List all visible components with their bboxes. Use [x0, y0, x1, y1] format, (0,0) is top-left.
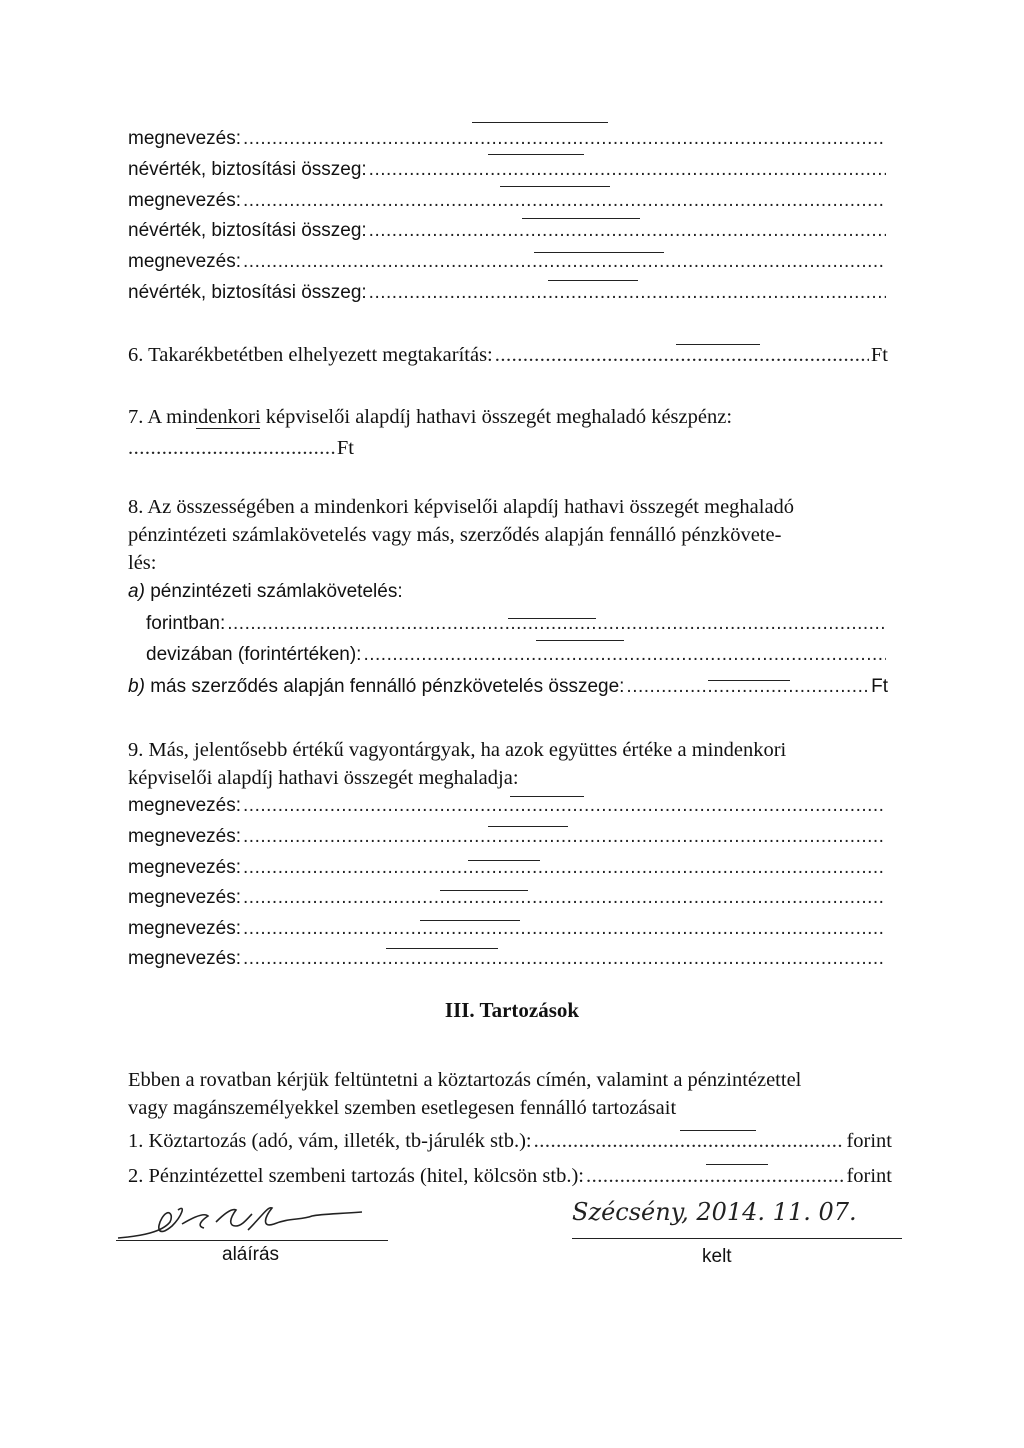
public-debt-label: 1. Köztartozás (adó, vám, illeték, tb-járulék stb.):	[128, 1130, 532, 1152]
marker-a: a)	[128, 581, 145, 602]
signature-line	[116, 1240, 388, 1241]
public-debt-unit: forint	[846, 1130, 892, 1152]
valuables-row-5	[128, 914, 888, 944]
row-label: megnevezés:	[128, 918, 242, 939]
row-label: megnevezés:	[128, 128, 242, 149]
signature-label: aláírás	[222, 1244, 280, 1265]
valuables-line-1: 9. Más, jelentősebb értékű vagyontárgyak, ha azok együttes értéke a mindenkori	[128, 739, 787, 761]
dotted-fill	[369, 216, 886, 246]
debts-intro-line-2: vagy magánszemélyekkel szemben esetlegesen fennálló tartozásait	[128, 1097, 677, 1119]
date-line	[572, 1238, 902, 1239]
savings-label: 6. Takarékbetétben elhelyezett megtakarítás:	[128, 344, 493, 366]
blank-strike	[676, 344, 760, 345]
savings-row	[128, 340, 888, 370]
blank-strike	[508, 618, 596, 619]
dotted-fill	[243, 186, 886, 216]
date-label: kelt	[702, 1246, 732, 1267]
blank-strike	[500, 186, 610, 187]
deviza-row	[146, 640, 888, 670]
blank-strike	[472, 122, 608, 123]
blank-strike	[534, 252, 664, 253]
marker-b: b)	[128, 676, 145, 697]
blank-strike	[468, 860, 540, 861]
claims-a-label: pénzintézeti számlakövetelés:	[150, 581, 403, 602]
dotted-fill	[369, 278, 886, 308]
dotted-fill	[243, 124, 886, 154]
deviza-label: devizában (forintértéken):	[146, 644, 362, 665]
name-row-2	[128, 186, 888, 216]
row-label: megnevezés:	[128, 190, 242, 211]
valuables-line-2: képviselői alapdíj hathavi összegét meghaladja:	[128, 767, 519, 789]
claims-b-label: más szerződés alapján fennálló pénzkövetelés összege:	[150, 676, 625, 697]
blank-strike	[548, 280, 638, 281]
dotted-fill	[243, 914, 886, 944]
value-row-2	[128, 216, 888, 246]
section-heading: III. Tartozások	[444, 998, 580, 1022]
dotted-fill	[243, 944, 886, 974]
claims-line-3: lés:	[128, 552, 157, 574]
value-row-1	[128, 155, 888, 185]
savings-unit: Ft	[870, 344, 888, 366]
row-label: névérték, biztosítási összeg:	[128, 282, 367, 303]
blank-strike	[196, 428, 260, 429]
blank-strike	[706, 1164, 768, 1165]
cash-label: 7. A mindenkori képviselői alapdíj hathavi összegét meghaladó készpénz:	[128, 406, 733, 428]
bank-debt-row	[128, 1161, 892, 1191]
dotted-fill	[227, 609, 886, 639]
dotted-fill	[243, 853, 886, 883]
forint-row	[146, 609, 888, 639]
dotted-fill	[586, 1161, 844, 1191]
name-row-1	[128, 124, 888, 154]
bank-debt-unit: forint	[846, 1165, 892, 1187]
claims-b-row	[128, 672, 888, 702]
valuables-row-1	[128, 791, 888, 821]
dotted-fill	[363, 640, 886, 670]
row-label: névérték, biztosítási összeg:	[128, 220, 367, 241]
dotted-fill	[128, 433, 335, 463]
row-label: névérték, biztosítási összeg:	[128, 159, 367, 180]
public-debt-row	[128, 1126, 892, 1156]
name-row-3	[128, 247, 888, 277]
row-label: megnevezés:	[128, 251, 242, 272]
blank-strike	[420, 920, 520, 921]
valuables-row-6	[128, 944, 888, 974]
cash-unit: Ft	[336, 437, 354, 459]
row-label: megnevezés:	[128, 948, 242, 969]
dotted-fill	[626, 672, 869, 702]
blank-strike	[680, 1130, 756, 1131]
bank-debt-label: 2. Pénzintézettel szembeni tartozás (hitel, kölcsön stb.):	[128, 1165, 584, 1187]
claims-line-1: 8. Az összességében a mindenkori képviselői alapdíj hathavi összegét meghaladó	[128, 496, 795, 518]
debts-intro-line-1: Ebben a rovatban kérjük feltüntetni a köztartozás címén, valamint a pénzintézettel	[128, 1069, 802, 1091]
claims-line-2: pénzintézeti számlakövetelés vagy más, szerződés alapján fennálló pénzkövete-	[128, 524, 782, 546]
blank-strike	[440, 890, 528, 891]
blank-strike	[708, 680, 790, 681]
row-label: megnevezés:	[128, 826, 242, 847]
claims-a-heading	[128, 577, 888, 607]
blank-strike	[510, 796, 584, 797]
row-label: megnevezés:	[128, 887, 242, 908]
forint-label: forintban:	[146, 613, 226, 634]
dotted-fill	[243, 883, 886, 913]
dotted-fill	[369, 155, 886, 185]
blank-strike	[386, 948, 498, 949]
signature-scribble	[112, 1196, 382, 1244]
value-row-3	[128, 278, 888, 308]
valuables-row-4	[128, 883, 888, 913]
row-label: megnevezés:	[128, 857, 242, 878]
blank-strike	[488, 826, 568, 827]
valuables-row-3	[128, 853, 888, 883]
blank-strike	[522, 218, 640, 219]
blank-strike	[488, 154, 584, 155]
claims-b-unit: Ft	[871, 676, 888, 697]
cash-row	[128, 433, 354, 463]
blank-strike	[536, 640, 624, 641]
row-label: megnevezés:	[128, 795, 242, 816]
handwritten-date: Szécsény, 2014. 11. 07.	[572, 1198, 857, 1226]
